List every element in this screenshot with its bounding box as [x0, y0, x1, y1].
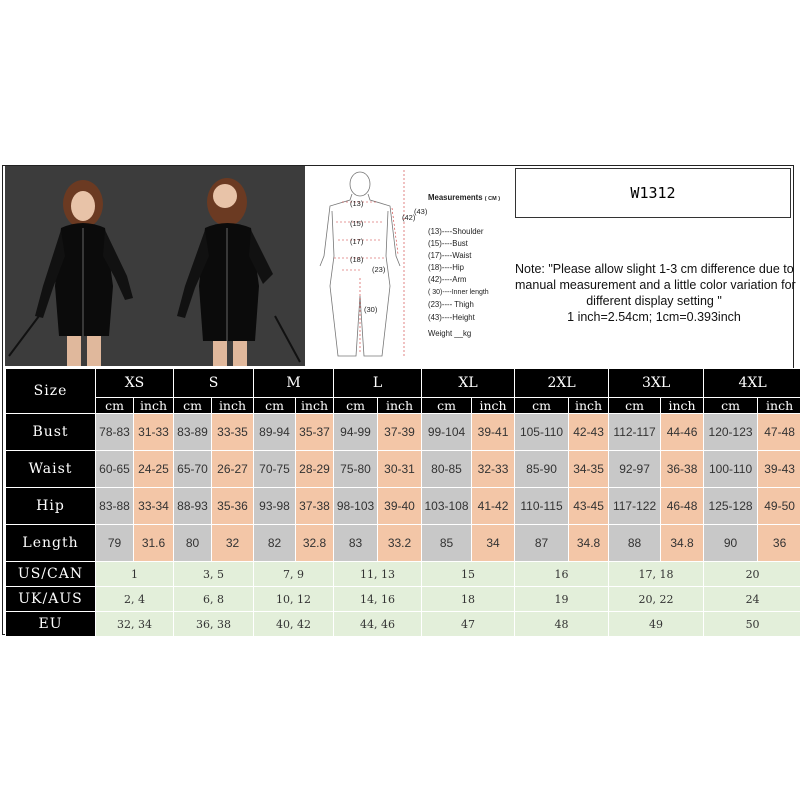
cm-value: 85	[422, 525, 472, 562]
cm-value: 65-70	[174, 451, 212, 488]
mark-thigh: (23)	[372, 265, 386, 274]
measurement-label: Waist	[6, 451, 96, 488]
size-name: 2XL	[515, 369, 609, 398]
region-row	[6, 612, 800, 637]
inch-value: 36-38	[661, 451, 704, 488]
region-size: 36, 38	[174, 612, 254, 637]
note-line-2: manual measurement and a little color variation for	[515, 278, 796, 292]
size-name: L	[334, 369, 422, 398]
region-size: 20, 22	[609, 587, 704, 612]
region-size: 19	[515, 587, 609, 612]
diagram-title: Measurements ( CM )	[428, 193, 501, 202]
cm-value: 99-104	[422, 414, 472, 451]
unit-inch: inch	[758, 398, 800, 414]
region-size: 2, 4	[96, 587, 174, 612]
measurement-row	[6, 525, 800, 562]
size-name: M	[254, 369, 334, 398]
unit-inch: inch	[212, 398, 254, 414]
region-size: 11, 13	[334, 562, 422, 587]
unit-inch: inch	[296, 398, 334, 414]
inch-value: 34	[472, 525, 515, 562]
inch-value: 33-34	[134, 488, 174, 525]
cm-value: 105-110	[515, 414, 569, 451]
measurement-row	[6, 414, 800, 451]
region-size: 10, 12	[254, 587, 334, 612]
weight-label: Weight __kg	[428, 329, 472, 338]
mark-arm: (42)	[402, 213, 416, 222]
cm-value: 83-89	[174, 414, 212, 451]
cm-value: 70-75	[254, 451, 296, 488]
size-name: XL	[422, 369, 515, 398]
unit-inch: inch	[134, 398, 174, 414]
unit-inch: inch	[569, 398, 609, 414]
region-size: 32, 34	[96, 612, 174, 637]
inch-value: 30-31	[378, 451, 422, 488]
inch-value: 33.2	[378, 525, 422, 562]
measurement-row	[6, 488, 800, 525]
region-size: 20	[704, 562, 800, 587]
inch-value: 41-42	[472, 488, 515, 525]
region-label: EU	[6, 612, 96, 637]
legend-hip: (18)----Hip	[428, 263, 464, 272]
legend-thigh: (23)---- Thigh	[428, 300, 474, 309]
cm-value: 98-103	[334, 488, 378, 525]
inch-value: 32-33	[472, 451, 515, 488]
inch-value: 24-25	[134, 451, 174, 488]
inch-value: 32	[212, 525, 254, 562]
legend-shoulder: (13)----Shoulder	[428, 227, 484, 236]
inch-value: 39-41	[472, 414, 515, 451]
legend-height: (43)----Height	[428, 313, 475, 322]
inch-value: 47-48	[758, 414, 800, 451]
unit-cm: cm	[334, 398, 378, 414]
cm-value: 100-110	[704, 451, 758, 488]
inch-value: 35-37	[296, 414, 334, 451]
unit-cm: cm	[515, 398, 569, 414]
model-front-photo	[5, 166, 155, 366]
unit-row	[6, 398, 800, 414]
unit-cm: cm	[609, 398, 661, 414]
unit-cm: cm	[704, 398, 758, 414]
cm-value: 85-90	[515, 451, 569, 488]
inch-value: 37-39	[378, 414, 422, 451]
unit-inch: inch	[661, 398, 704, 414]
inch-value: 32.8	[296, 525, 334, 562]
size-chart	[2, 165, 794, 635]
inch-value: 39-40	[378, 488, 422, 525]
region-label: UK/AUS	[6, 587, 96, 612]
size-name: S	[174, 369, 254, 398]
cm-value: 88-93	[174, 488, 212, 525]
inch-value: 36	[758, 525, 800, 562]
region-size: 40, 42	[254, 612, 334, 637]
legend-inner-length: ( 30)----Inner length	[428, 289, 489, 296]
region-row	[6, 587, 800, 612]
region-size: 17, 18	[609, 562, 704, 587]
legend-arm: (42)----Arm	[428, 275, 467, 284]
unit-inch: inch	[472, 398, 515, 414]
size-table	[5, 368, 800, 637]
region-size: 6, 8	[174, 587, 254, 612]
model-back-photo	[155, 166, 305, 366]
inch-value: 35-36	[212, 488, 254, 525]
inch-value: 44-46	[661, 414, 704, 451]
cm-value: 125-128	[704, 488, 758, 525]
legend-bust: (15)----Bust	[428, 239, 468, 248]
region-size: 48	[515, 612, 609, 637]
inch-value: 26-27	[212, 451, 254, 488]
unit-cm: cm	[422, 398, 472, 414]
inch-value: 34.8	[569, 525, 609, 562]
inch-value: 49-50	[758, 488, 800, 525]
measurement-label: Bust	[6, 414, 96, 451]
region-size: 44, 46	[334, 612, 422, 637]
region-label: US/CAN	[6, 562, 96, 587]
region-size: 14, 16	[334, 587, 422, 612]
note-line-3: different display setting "	[586, 294, 722, 308]
size-label: Size	[6, 369, 96, 414]
inch-value: 34.8	[661, 525, 704, 562]
region-size: 50	[704, 612, 800, 637]
inch-value: 33-35	[212, 414, 254, 451]
measurement-label: Hip	[6, 488, 96, 525]
unit-cm: cm	[96, 398, 134, 414]
mark-bust: (15)	[350, 219, 364, 228]
region-size: 47	[422, 612, 515, 637]
cm-value: 93-98	[254, 488, 296, 525]
inch-value: 43-45	[569, 488, 609, 525]
region-size: 16	[515, 562, 609, 587]
top-section	[3, 166, 796, 366]
mark-height: (43)	[414, 207, 428, 216]
inch-value: 42-43	[569, 414, 609, 451]
size-name: 4XL	[704, 369, 800, 398]
mark-waist: (17)	[350, 237, 364, 246]
cm-value: 110-115	[515, 488, 569, 525]
region-size: 24	[704, 587, 800, 612]
cm-value: 80-85	[422, 451, 472, 488]
cm-value: 79	[96, 525, 134, 562]
cm-value: 117-122	[609, 488, 661, 525]
cm-value: 103-108	[422, 488, 472, 525]
inch-value: 37-38	[296, 488, 334, 525]
product-code: W1312	[515, 168, 791, 218]
region-size: 7, 9	[254, 562, 334, 587]
unit-inch: inch	[378, 398, 422, 414]
size-name: 3XL	[609, 369, 704, 398]
cm-value: 83-88	[96, 488, 134, 525]
inch-value: 34-35	[569, 451, 609, 488]
inch-value: 31.6	[134, 525, 174, 562]
cm-value: 92-97	[609, 451, 661, 488]
size-header-row	[6, 369, 800, 398]
inch-value: 28-29	[296, 451, 334, 488]
measurement-label: Length	[6, 525, 96, 562]
inch-value: 31-33	[134, 414, 174, 451]
cm-value: 78-83	[96, 414, 134, 451]
mark-shoulder: (13)	[350, 199, 364, 208]
inch-value: 46-48	[661, 488, 704, 525]
inch-value: 39-43	[758, 451, 800, 488]
measurement-diagram	[308, 166, 513, 366]
region-size: 15	[422, 562, 515, 587]
cm-value: 112-117	[609, 414, 661, 451]
unit-cm: cm	[254, 398, 296, 414]
unit-cm: cm	[174, 398, 212, 414]
cm-value: 82	[254, 525, 296, 562]
cm-value: 120-123	[704, 414, 758, 451]
region-size: 49	[609, 612, 704, 637]
cm-value: 75-80	[334, 451, 378, 488]
legend-waist: (17)----Waist	[428, 251, 472, 260]
measurement-note	[515, 261, 796, 325]
region-size: 3, 5	[174, 562, 254, 587]
cm-value: 60-65	[96, 451, 134, 488]
note-line-1: Note: "Please allow slight 1-3 cm difference due to	[515, 262, 794, 276]
cm-value: 88	[609, 525, 661, 562]
cm-value: 80	[174, 525, 212, 562]
region-size: 1	[96, 562, 174, 587]
mark-hip: (18)	[350, 255, 364, 264]
cm-value: 83	[334, 525, 378, 562]
cm-value: 90	[704, 525, 758, 562]
cm-value: 89-94	[254, 414, 296, 451]
note-line-4: 1 inch=2.54cm; 1cm=0.393inch	[567, 310, 741, 324]
mark-inner-length: (30)	[364, 305, 378, 314]
size-name: XS	[96, 369, 174, 398]
cm-value: 94-99	[334, 414, 378, 451]
region-size: 18	[422, 587, 515, 612]
measurement-row	[6, 451, 800, 488]
cm-value: 87	[515, 525, 569, 562]
region-row	[6, 562, 800, 587]
